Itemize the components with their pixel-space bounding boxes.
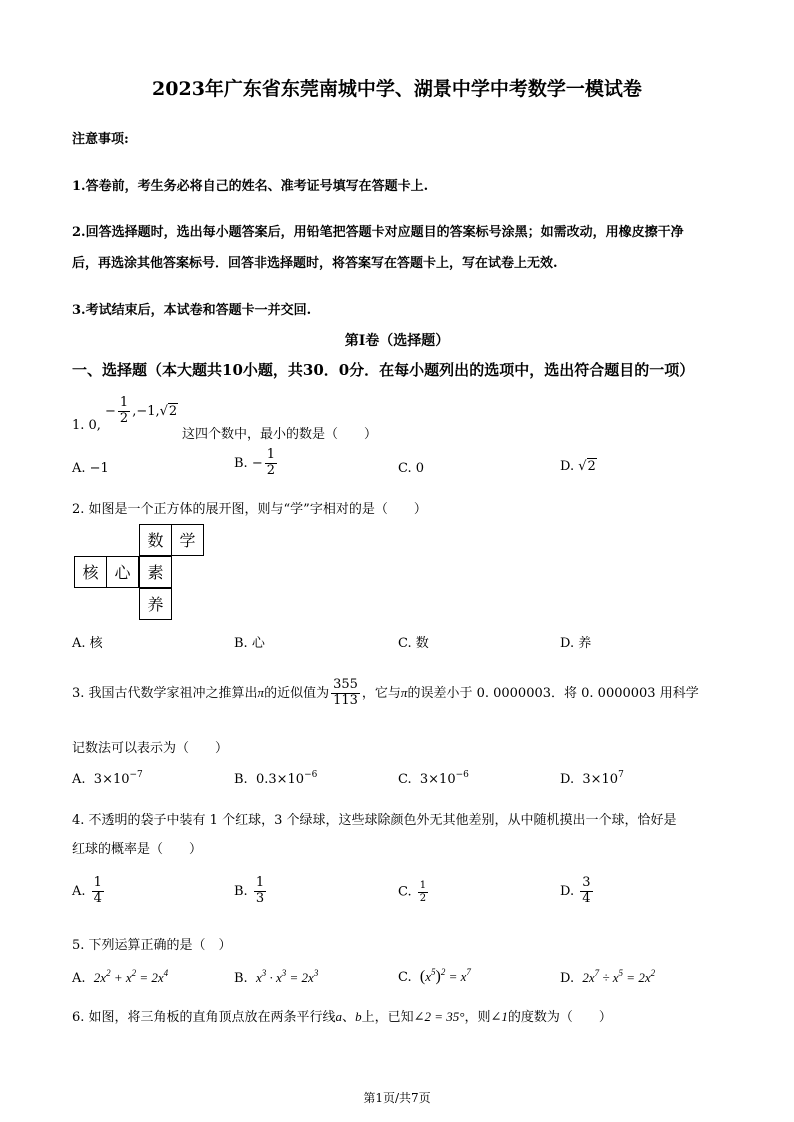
q3-option-d-label: D. <box>560 772 575 787</box>
q4-line1: 4. 不透明的袋子中装有 1 个红球，3 个绿球，这些球除颜色外无其他差别，从中随机摸出一个球，恰好是 <box>72 813 677 828</box>
q3-frac-num: 355 <box>333 677 358 692</box>
q1-frac-den: 2 <box>119 410 129 426</box>
q1-frac-num: 1 <box>119 395 129 410</box>
q4-option-b-label: B. <box>234 883 248 899</box>
q4-option-a-den: 4 <box>93 890 102 906</box>
q4-option-b <box>234 876 268 907</box>
q3-text2: 的近似值为 <box>264 685 330 701</box>
q2-option-b: B. 心 <box>234 636 265 651</box>
q1-option-b-den: 2 <box>266 462 276 478</box>
page-footer: 第1页/共7页 <box>363 1091 431 1105</box>
q1-option-b <box>234 448 279 479</box>
q4-option-d-fraction <box>580 876 592 907</box>
q4-line2: 红球的概率是（ ） <box>72 842 203 857</box>
q6-line-a: a <box>335 1009 343 1024</box>
q6-text <box>72 1006 612 1025</box>
q5-option-d-label: D. <box>560 971 575 986</box>
q2-text: 2. 如图是一个正方体的展开图，则与“学”字相对的是（ ） <box>72 502 427 517</box>
q1-prefix: 1. 0, <box>72 418 101 433</box>
net-cell-yang: 养 <box>139 588 172 620</box>
note-item-2: 2.回答选择题时，选出每小题答案后，用铅笔把答题卡对应题目的答案标号涂黑；如需改动，用橡皮擦干净 <box>72 225 684 240</box>
q5-option-b-label: B. <box>234 971 248 986</box>
q4-option-c-den: 2 <box>419 892 427 904</box>
q3-option-d <box>560 772 624 787</box>
q1-fraction <box>118 396 130 427</box>
q6-line-b: b <box>355 1009 362 1024</box>
q3-frac-den: 113 <box>333 692 358 708</box>
exam-title: 2023年广东省东莞南城中学、湖景中学中考数学一模试卷 <box>152 78 642 100</box>
q5-option-a-label: A. <box>72 971 86 986</box>
q6-text4: 的度数为（ ） <box>507 1010 612 1025</box>
q4-option-a-fraction <box>92 876 104 907</box>
q4-option-a-label: A. <box>72 883 86 899</box>
q1-mid: ,−1, <box>132 403 160 419</box>
q1-option-d: D. √2 <box>560 459 596 474</box>
q4-option-a <box>72 876 106 907</box>
q3-line1 <box>72 678 699 709</box>
q3-option-a-base: 3×10 <box>93 772 130 787</box>
q6-text3: ，则 <box>464 1010 491 1025</box>
net-cell-he: 核 <box>74 556 107 588</box>
note-item-3: 3.考试结束后，本试卷和答题卡一并交回. <box>72 303 312 318</box>
note-item-2-cont: 后，再选涂其他答案标号．回答非选择题时，将答案写在答题卡上，写在试卷上无效. <box>72 256 558 271</box>
q3-pi: π <box>257 684 265 700</box>
q4-option-b-num: 1 <box>255 875 265 890</box>
q6-text1: 6. 如图，将三角板的直角顶点放在两条平行线 <box>72 1010 336 1025</box>
q3-option-b-base: 0.3×10 <box>255 772 305 787</box>
q4-option-c <box>398 880 430 904</box>
q3-option-d-base: 3×10 <box>582 772 619 787</box>
q1-text: 这四个数中，最小的数是（ ） <box>182 427 378 442</box>
notes-heading: 注意事项: <box>72 132 129 147</box>
q4-option-a-num: 1 <box>93 875 102 890</box>
q3-pi-2: π <box>400 684 408 700</box>
q4-option-b-den: 3 <box>255 890 265 906</box>
net-cell-shu: 数 <box>139 524 172 556</box>
part-title: 第Ⅰ卷（选择题） <box>344 333 450 349</box>
q3-option-c-base: 3×10 <box>419 772 456 787</box>
q2-option-a: A. 核 <box>72 636 103 651</box>
q6-angle2: ∠2 = 35° <box>413 1009 465 1024</box>
q3-fraction <box>331 678 360 709</box>
q4-option-d-den: 4 <box>582 890 591 906</box>
q1-option-d-sqrt: 2 <box>587 459 596 474</box>
net-cell-xin: 心 <box>106 556 139 588</box>
q3-text3: ，它与 <box>361 685 401 701</box>
note-item-1: 1.答卷前，考生务必将自己的姓名、准考证号填写在答题卡上. <box>72 179 429 194</box>
q3-line2: 记数法可以表示为（ ） <box>72 741 229 756</box>
q1-neg: − <box>105 403 116 419</box>
q5-option-d: D. $2x^7 \div x^5 = 2x^2$ <box>560 968 656 986</box>
q4-option-c-fraction <box>418 880 428 904</box>
section-title: 一、选择题（本大题共10小题，共30．0分．在每小题列出的选项中，选出符合题目的一项） <box>72 361 695 379</box>
q3-option-b-label: B. <box>234 772 248 787</box>
q1-option-b-neg: − <box>251 455 263 471</box>
q5-option-a: A. $2x^2 + x^2 = 2x^4$ <box>72 968 169 986</box>
q3-text1: 3. 我国古代数学家祖冲之推算出 <box>72 685 258 701</box>
q1-numbers: − $\frac{1}{2}$ ,−1,√2 <box>105 395 178 426</box>
q3-option-c-label: C. <box>398 772 412 787</box>
q5-option-b: B. $x^3 \cdot x^3 = 2x^3$ <box>234 968 319 986</box>
q4-option-c-label: C. <box>398 884 412 900</box>
q6-angle1: ∠1 <box>490 1009 508 1024</box>
q4-option-d-num: 3 <box>582 875 591 890</box>
q2-option-c: C. 数 <box>398 636 429 651</box>
q3-option-a-label: A. <box>72 772 86 787</box>
q3-option-c <box>398 772 469 787</box>
q5-option-c: C. $(x^5)^2 = x^7$ <box>398 967 471 985</box>
q3-text4: 的误差小于 0. 0000003．将 0. 0000003 用科学 <box>407 685 699 701</box>
q4-option-c-num: 1 <box>419 880 427 891</box>
q1-option-a: A. −1 <box>72 461 109 476</box>
q5-option-c-label: C. <box>398 970 412 985</box>
q6-text2: 上，已知 <box>361 1010 414 1025</box>
q4-option-b-fraction <box>254 876 266 907</box>
q3-option-b-exp: −6 <box>304 770 318 780</box>
q4-option-d-label: D. <box>560 883 575 899</box>
q4-option-d <box>560 876 595 907</box>
q1-option-c: C. 0 <box>398 461 425 476</box>
q6-sep: 、 <box>342 1010 356 1025</box>
q1-option-b-num: 1 <box>266 447 276 462</box>
q1-option-d-label: D. <box>560 459 575 474</box>
q1-option-b-label: B. <box>234 455 248 471</box>
net-cell-xue: 学 <box>171 524 204 556</box>
q3-option-a-exp: −7 <box>129 770 143 780</box>
q3-option-d-exp: 7 <box>618 770 624 780</box>
q3-option-b <box>234 772 317 787</box>
q1-sqrt: 2 <box>168 403 178 419</box>
q5-text: 5. 下列运算正确的是（ ） <box>72 938 232 953</box>
q2-option-d: D. 养 <box>560 636 592 651</box>
q1-option-b-fraction <box>265 448 277 479</box>
q3-option-c-exp: −6 <box>455 770 469 780</box>
q3-option-a <box>72 772 143 787</box>
net-cell-su: 素 <box>139 556 172 588</box>
